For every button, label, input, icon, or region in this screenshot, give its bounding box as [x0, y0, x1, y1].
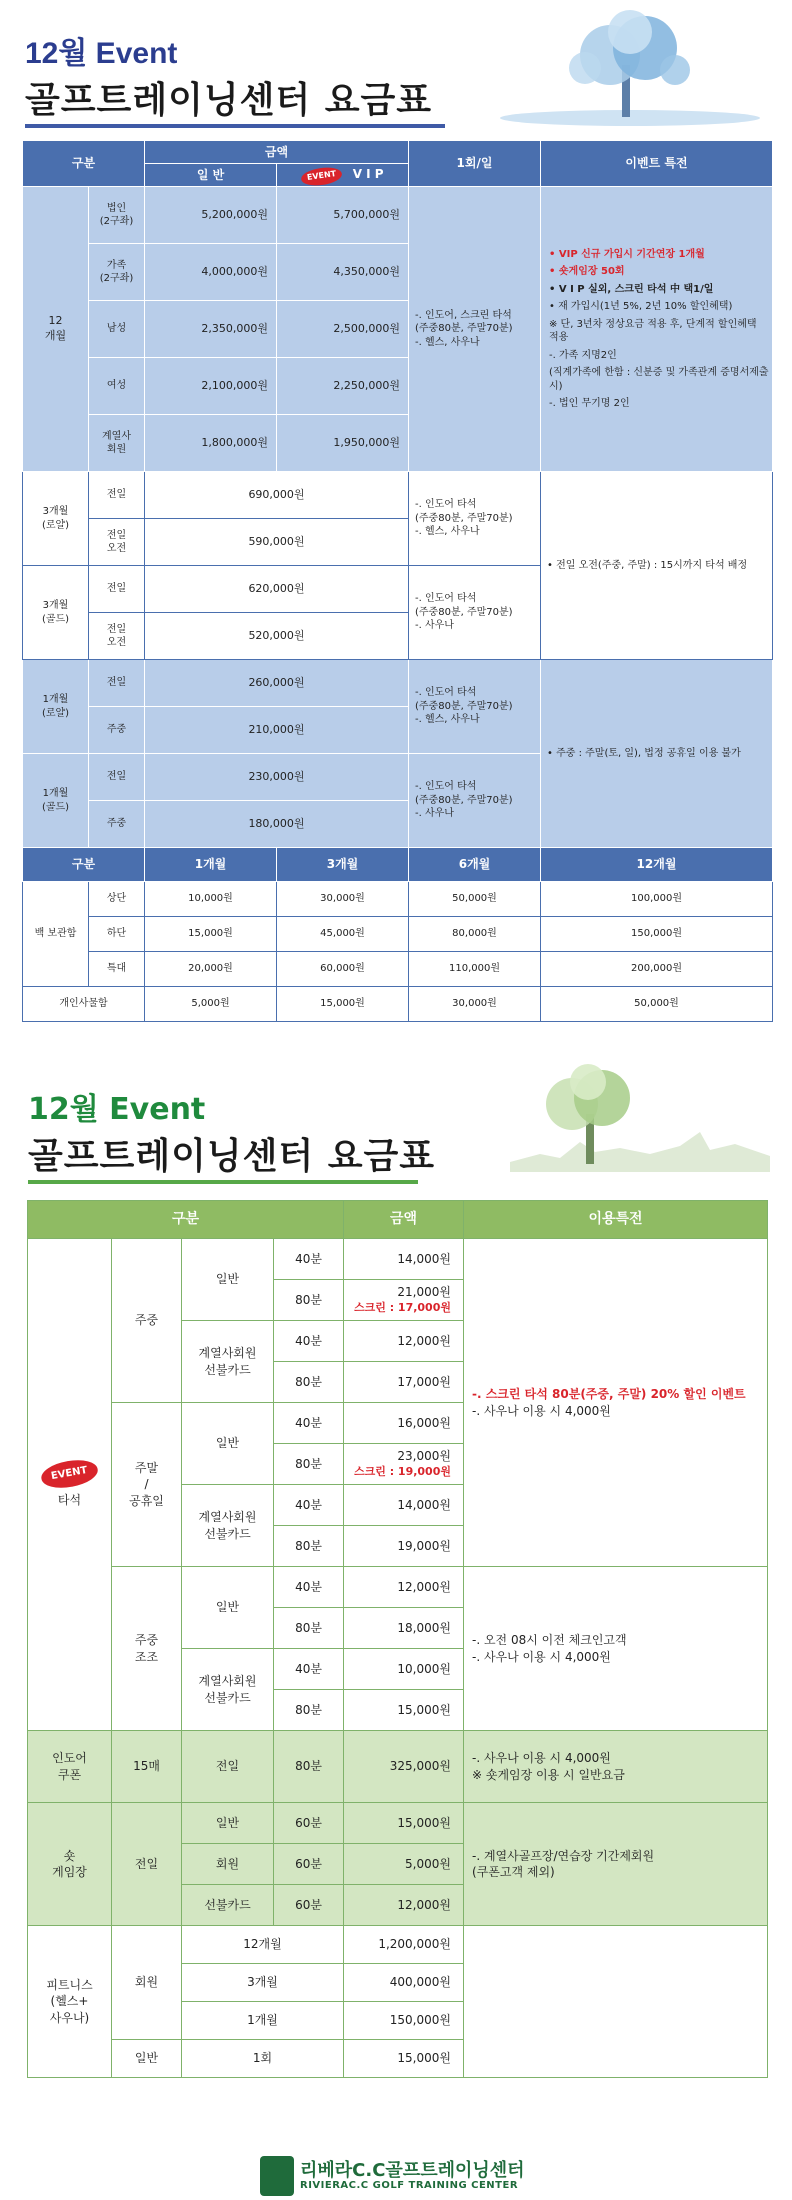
early-label: 주중 조조 [112, 1567, 182, 1731]
price: 14,000원 [344, 1485, 464, 1526]
bag-label: 백 보관함 [23, 882, 89, 987]
price-vip: 4,350,000원 [277, 244, 409, 301]
price: 12,000원 [344, 1321, 464, 1362]
bag-price: 100,000원 [541, 882, 773, 917]
event-badge: EVENT [300, 165, 343, 187]
type-cell: 주중 [89, 801, 145, 848]
minutes: 80분 [274, 1280, 344, 1321]
price: 15,000원 [344, 1690, 464, 1731]
vip-label: V I P [352, 166, 384, 181]
price: 14,000원 [344, 1239, 464, 1280]
price: 10,000원 [344, 1649, 464, 1690]
indoor-label: 인도어 쿠폰 [28, 1731, 112, 1803]
logo-icon [260, 2156, 294, 2196]
type-cell: 전일 [89, 566, 145, 613]
benefit-line: -. 사우나 이용 시 4,000원 [472, 1403, 611, 1418]
label-12-months: 12 개월 [23, 187, 89, 472]
bag-price: 60,000원 [277, 952, 409, 987]
event-title: 12월 Event [28, 1092, 206, 1127]
price-cell: 690,000원 [145, 472, 409, 519]
screen-price: 스크린 : 17,000원 [353, 1300, 451, 1314]
bag-price: 50,000원 [409, 882, 541, 917]
event-title: 12월 Event [25, 37, 178, 70]
header-event-benefit: 이벤트 특전 [541, 141, 773, 187]
bag-header-6m: 6개월 [409, 848, 541, 882]
page-title: 골프트레이닝센터 요금표 [25, 80, 433, 121]
locker-label: 개인사물함 [23, 987, 145, 1022]
bag-type: 상단 [89, 882, 145, 917]
price-vip: 2,250,000원 [277, 358, 409, 415]
benefit-indoor [464, 1731, 768, 1803]
benefit-line: -. 오전 08시 이전 체크인고객 [472, 1633, 627, 1648]
benefit-item: (직계가족에 한함 : 신분증 및 가족관계 증명서제출시) [549, 367, 769, 392]
bag-header-3m: 3개월 [277, 848, 409, 882]
page-title: 골프트레이닝센터 요금표 [28, 1136, 436, 1177]
title-underline [28, 1180, 418, 1184]
minutes: 80분 [274, 1690, 344, 1731]
per-visit-12m: -. 인도어, 스크린 타석 (주중80분, 주말70분) -. 헬스, 사우나 [409, 187, 541, 472]
event-badge: EVENT [39, 1456, 99, 1491]
type-cell: 전일 [89, 660, 145, 707]
short-kind: 선불카드 [182, 1885, 274, 1926]
minutes: 60분 [274, 1844, 344, 1885]
benefit-line: -. 사우나 이용 시 4,000원 [472, 1649, 611, 1664]
type-cell: 가족 (2구좌) [89, 244, 145, 301]
header-normal: 일 반 [145, 164, 277, 187]
benefit-item: -. 가족 지명2인 [549, 349, 617, 361]
minutes: 80분 [274, 1608, 344, 1649]
label-1m-gold: 1개월 (골드) [23, 754, 89, 848]
minutes: 40분 [274, 1485, 344, 1526]
tree-illustration [490, 10, 770, 130]
fitness-period: 3개월 [182, 1964, 344, 2002]
price-table-section-blue [0, 0, 792, 1060]
minutes: 40분 [274, 1649, 344, 1690]
price: 12,000원 [344, 1567, 464, 1608]
fitness-label: 피트니스 (헬스+ 사우나) [28, 1926, 112, 2078]
benefit-item: • 숏게임장 50회 [549, 266, 625, 277]
minutes: 80분 [274, 1362, 344, 1403]
benefit-item: • V I P 실외, 스크린 타석 中 택1/일 [549, 283, 714, 295]
price-normal: 2,350,000원 [145, 301, 277, 358]
benefit-line: -. 사우나 이용 시 4,000원 [472, 1751, 611, 1766]
locker-price: 30,000원 [409, 987, 541, 1022]
type-cell: 계열사 회원 [89, 415, 145, 472]
footer-logo [0, 2150, 792, 2200]
type-cell: 주중 [89, 707, 145, 754]
benefit-tasuk-2 [464, 1567, 768, 1731]
price-cell: 210,000원 [145, 707, 409, 754]
bag-price: 15,000원 [145, 917, 277, 952]
indoor-type: 전일 [182, 1731, 274, 1803]
price-vip: 5,700,000원 [277, 187, 409, 244]
short-label: 숏 게임장 [28, 1803, 112, 1926]
price-vip: 2,500,000원 [277, 301, 409, 358]
weekday-label: 주중 [112, 1239, 182, 1403]
minutes: 60분 [274, 1803, 344, 1844]
fitness-member: 회원 [112, 1926, 182, 2040]
price [344, 1280, 464, 1321]
minutes: 40분 [274, 1321, 344, 1362]
header-amount: 금액 [145, 141, 409, 164]
bag-price: 45,000원 [277, 917, 409, 952]
bag-price: 80,000원 [409, 917, 541, 952]
indoor-count: 15매 [112, 1731, 182, 1803]
short-kind: 회원 [182, 1844, 274, 1885]
bag-header-category: 구분 [23, 848, 145, 882]
minutes: 80분 [274, 1731, 344, 1803]
type-cell: 전일 오전 [89, 613, 145, 660]
bag-type: 특대 [89, 952, 145, 987]
label-3m-royal: 3개월 (로얄) [23, 472, 89, 566]
header-benefit: 이용특전 [464, 1201, 768, 1239]
minutes: 60분 [274, 1885, 344, 1926]
per-visit-3m-gold: -. 인도어 타석 (주중80분, 주말70분) -. 사우나 [409, 566, 541, 660]
logo-korean: 리베라C.C골프트레이닝센터 [300, 2160, 525, 2181]
member-label: 계열사회원 선불카드 [182, 1649, 274, 1731]
price: 12,000원 [344, 1885, 464, 1926]
bag-type: 하단 [89, 917, 145, 952]
minutes: 80분 [274, 1526, 344, 1567]
label-1m-royal: 1개월 (로얄) [23, 660, 89, 754]
price-value: 23,000원 [397, 1449, 451, 1464]
price-cell: 180,000원 [145, 801, 409, 848]
price: 5,000원 [344, 1844, 464, 1885]
tree-illustration [510, 1062, 770, 1182]
title-underline [25, 124, 445, 128]
benefit-item: • VIP 신규 가입시 기간연장 1개월 [549, 248, 705, 260]
tasuk-label-cell [28, 1239, 112, 1731]
logo-english: RIVIERAC.C GOLF TRAINING CENTER [300, 2180, 519, 2191]
bag-price: 30,000원 [277, 882, 409, 917]
price: 15,000원 [344, 1803, 464, 1844]
benefit-tasuk-1 [464, 1239, 768, 1567]
bag-header-12m: 12개월 [541, 848, 773, 882]
price-normal: 1,800,000원 [145, 415, 277, 472]
tasuk-label: 타석 [57, 1493, 82, 1508]
price: 400,000원 [344, 1964, 464, 2002]
benefit-item: • 재 가입시(1년 5%, 2년 10% 할인혜택) [549, 301, 733, 312]
price: 325,000원 [344, 1731, 464, 1803]
price: 19,000원 [344, 1526, 464, 1567]
locker-price: 50,000원 [541, 987, 773, 1022]
bag-price: 10,000원 [145, 882, 277, 917]
benefit-red: -. 스크린 타석 80분(주중, 주말) 20% 할인 이벤트 [472, 1387, 746, 1402]
header-per-visit: 1회/일 [409, 141, 541, 187]
type-cell: 전일 오전 [89, 519, 145, 566]
benefit-fitness-empty [464, 1926, 768, 2078]
normal-label: 일반 [182, 1403, 274, 1485]
benefit-3m: • 전일 오전(주중, 주말) : 15시까지 타석 배정 [541, 472, 773, 660]
price-value: 21,000원 [397, 1285, 451, 1300]
short-kind: 일반 [182, 1803, 274, 1844]
price: 17,000원 [344, 1362, 464, 1403]
weekend-label: 주말 / 공휴일 [112, 1403, 182, 1567]
normal-label: 일반 [182, 1567, 274, 1649]
normal-label: 일반 [182, 1239, 274, 1321]
price: 18,000원 [344, 1608, 464, 1649]
price-normal: 4,000,000원 [145, 244, 277, 301]
minutes: 80분 [274, 1444, 344, 1485]
benefit-short: -. 계열사골프장/연습장 기간제회원 (쿠폰고객 제외) [464, 1803, 768, 1926]
price-table-section-green [0, 1060, 792, 2200]
locker-price: 5,000원 [145, 987, 277, 1022]
price-vip: 1,950,000원 [277, 415, 409, 472]
price-cell: 230,000원 [145, 754, 409, 801]
screen-price: 스크린 : 19,000원 [353, 1464, 451, 1478]
per-visit-1m-royal: -. 인도어 타석 (주중80분, 주말70분) -. 헬스, 사우나 [409, 660, 541, 754]
price [344, 1444, 464, 1485]
price: 1,200,000원 [344, 1926, 464, 1964]
fitness-period: 12개월 [182, 1926, 344, 1964]
price-cell: 520,000원 [145, 613, 409, 660]
type-cell: 남성 [89, 301, 145, 358]
type-cell: 전일 [89, 472, 145, 519]
bag-price: 150,000원 [541, 917, 773, 952]
price-cell: 590,000원 [145, 519, 409, 566]
price: 15,000원 [344, 2040, 464, 2078]
minutes: 40분 [274, 1403, 344, 1444]
per-visit-3m-royal: -. 인도어 타석 (주중80분, 주말70분) -. 헬스, 사우나 [409, 472, 541, 566]
fitness-period: 1개월 [182, 2002, 344, 2040]
benefit-1m: • 주중 : 주말(토, 일), 법정 공휴일 이용 불가 [541, 660, 773, 848]
member-label: 계열사회원 선불카드 [182, 1321, 274, 1403]
price: 150,000원 [344, 2002, 464, 2040]
bag-price: 200,000원 [541, 952, 773, 987]
type-cell: 여성 [89, 358, 145, 415]
benefit-item: -. 법인 무기명 2인 [549, 398, 630, 409]
per-visit-1m-gold: -. 인도어 타석 (주중80분, 주말70분) -. 사우나 [409, 754, 541, 848]
short-type: 전일 [112, 1803, 182, 1926]
header-vip [277, 164, 409, 187]
minutes: 40분 [274, 1239, 344, 1280]
benefits-12m [541, 187, 773, 472]
type-cell: 법인 (2구좌) [89, 187, 145, 244]
minutes: 40분 [274, 1567, 344, 1608]
bag-header-1m: 1개월 [145, 848, 277, 882]
price-normal: 5,200,000원 [145, 187, 277, 244]
member-label: 계열사회원 선불카드 [182, 1485, 274, 1567]
benefit-item: ※ 단, 3년차 정상요금 적용 후, 단계적 할인혜택 적용 [549, 318, 757, 343]
membership-price-table [22, 140, 773, 1022]
type-cell: 전일 [89, 754, 145, 801]
label-3m-gold: 3개월 (골드) [23, 566, 89, 660]
fitness-normal: 일반 [112, 2040, 182, 2078]
price-normal: 2,100,000원 [145, 358, 277, 415]
price-cell: 620,000원 [145, 566, 409, 613]
usage-price-table [27, 1200, 768, 2078]
price-cell: 260,000원 [145, 660, 409, 707]
locker-price: 15,000원 [277, 987, 409, 1022]
fitness-once: 1회 [182, 2040, 344, 2078]
bag-price: 110,000원 [409, 952, 541, 987]
header-amount: 금액 [344, 1201, 464, 1239]
price: 16,000원 [344, 1403, 464, 1444]
benefit-line: ※ 숏게임장 이용 시 일반요금 [472, 1767, 625, 1782]
header-category: 구분 [28, 1201, 344, 1239]
bag-price: 20,000원 [145, 952, 277, 987]
header-category: 구분 [23, 141, 145, 187]
